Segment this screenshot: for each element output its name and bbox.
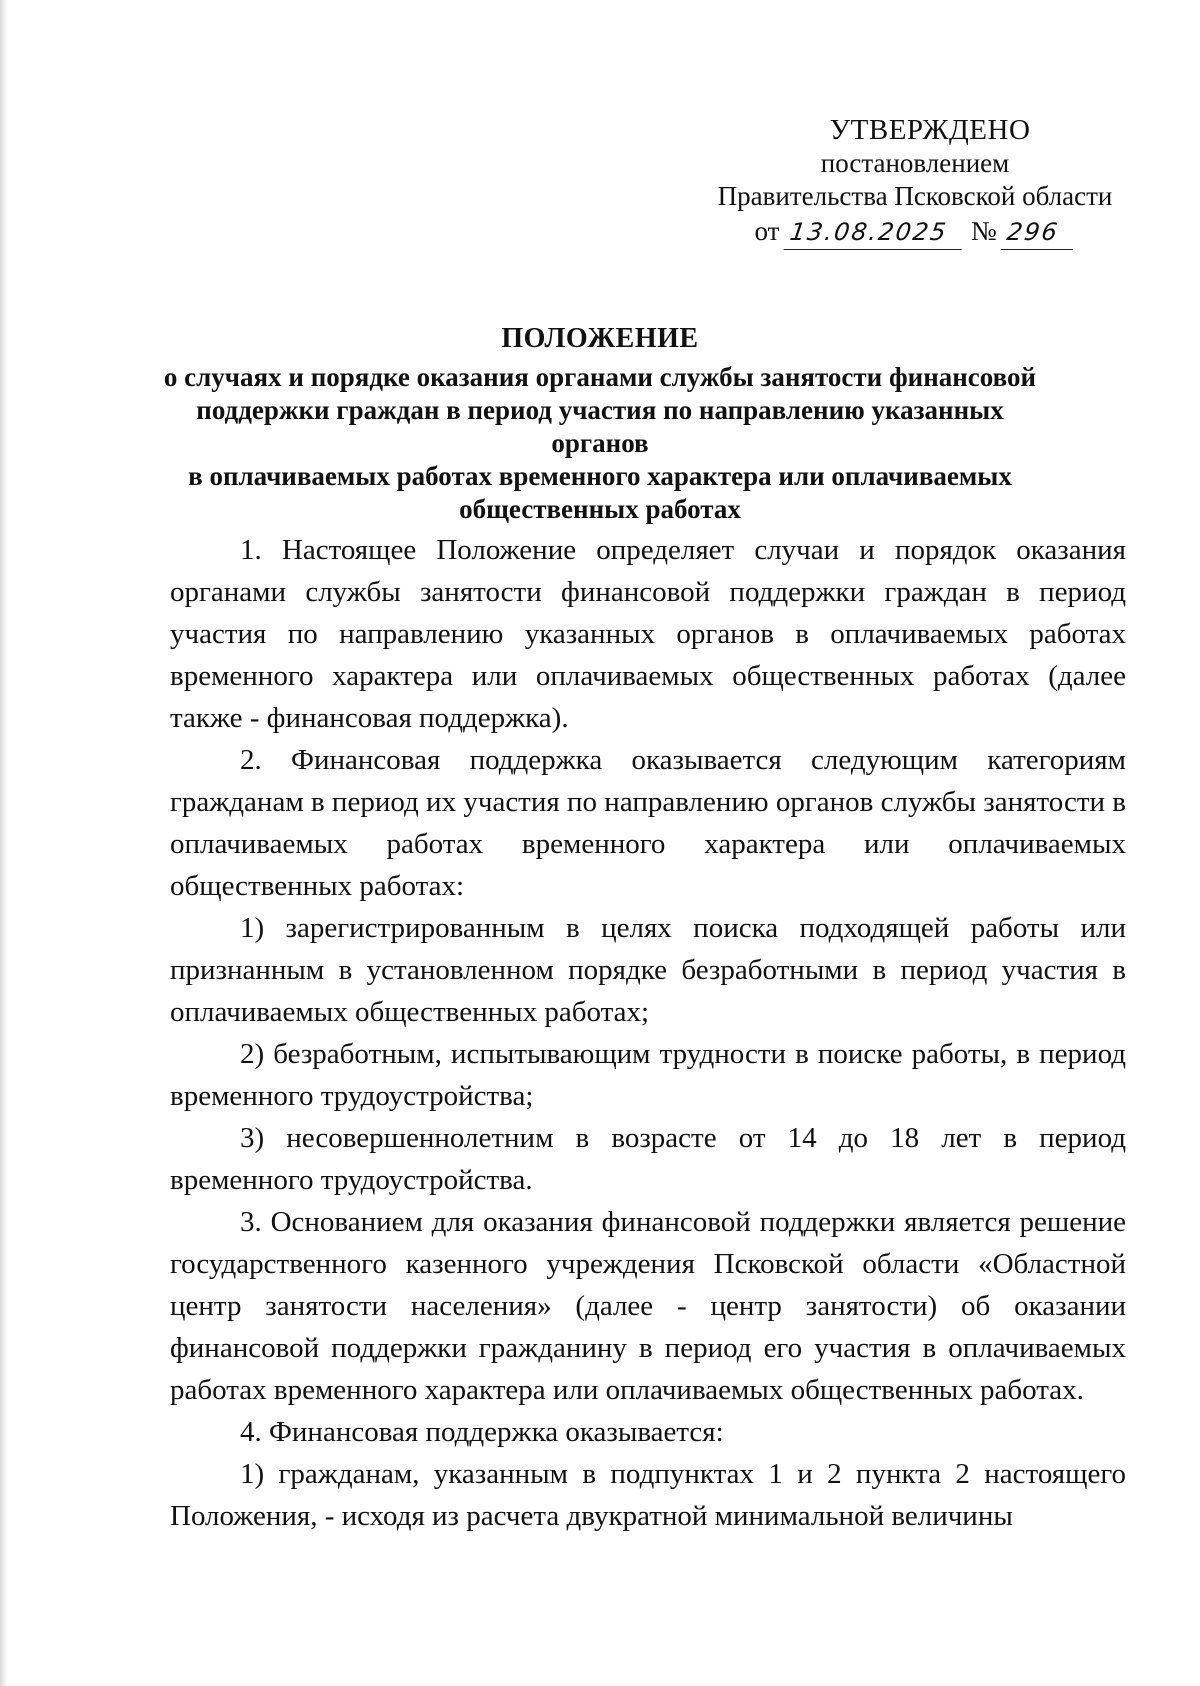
approval-line-2: Правительства Псковской области [717, 181, 1113, 211]
subtitle-line: о случаях и порядке оказания органами службы занятости финансовой [163, 362, 1037, 392]
paragraph-4: 4. Финансовая поддержка оказывается: [240, 1416, 724, 1448]
approval-date-line [690, 215, 1140, 250]
subtitle-line: поддержки граждан в период участия по направлению указанных органов [196, 395, 1004, 458]
approval-title: УТВЕРЖДЕНО [829, 114, 1031, 146]
paragraph-2: 2. Финансовая поддержка оказывается следующим категориям гражданам в период их участия по направлению органов службы занятости в оплачиваемых работах временного характера или оплачиваемых общественных работах: [170, 744, 1126, 902]
paragraph-2-item-1: 1) зарегистрированным в целях поиска подходящей работы или признанным в установленном порядке безработными в период участия в оплачиваемых общественных работах; [170, 912, 1126, 1028]
document-title: ПОЛОЖЕНИЕ [501, 323, 699, 354]
handwritten-number: 296 [1001, 216, 1078, 250]
approval-block [690, 114, 1140, 250]
approval-line-1: постановлением [820, 148, 1010, 178]
subtitle-line: общественных работах [459, 494, 741, 524]
paragraph-3: 3. Основанием для оказания финансовой поддержки является решение государственного казенного учреждения Псковской области «Областной центр занятости населения» (далее - центр занятости) об оказании финансовой поддержки гражданину в период его участия в оплачиваемых работах временного характера или оплачиваемых общественных работах. [170, 1206, 1126, 1406]
paragraph-2-item-2: 2) безработным, испытывающим трудности в поиске работы, в период временного трудоустройства; [170, 1038, 1126, 1112]
subtitle-line: в оплачиваемых работах временного характера или оплачиваемых [188, 461, 1012, 491]
scan-edge [0, 0, 8, 1686]
number-prefix: № [970, 216, 997, 246]
document-body [170, 529, 1126, 1537]
document-heading [150, 322, 1050, 526]
paragraph-1: 1. Настоящее Положение определяет случаи и порядок оказания органами службы занятости финансовой поддержки граждан в период участия по направлению указанных органов в оплачиваемых работах временного характера или оплачиваемых общественных работах (далее также - финансовая поддержка). [170, 534, 1126, 734]
handwritten-date: 13.08.2025 [784, 216, 967, 250]
paragraph-4-item-1: 1) гражданам, указанным в подпунктах 1 и 2 пункта 2 настоящего Положения, - исходя из расчета двукратной минимальной величины [170, 1458, 1126, 1532]
date-prefix: от [754, 216, 780, 246]
paragraph-2-item-3: 3) несовершеннолетним в возрасте от 14 до 18 лет в период временного трудоустройства. [170, 1122, 1126, 1196]
